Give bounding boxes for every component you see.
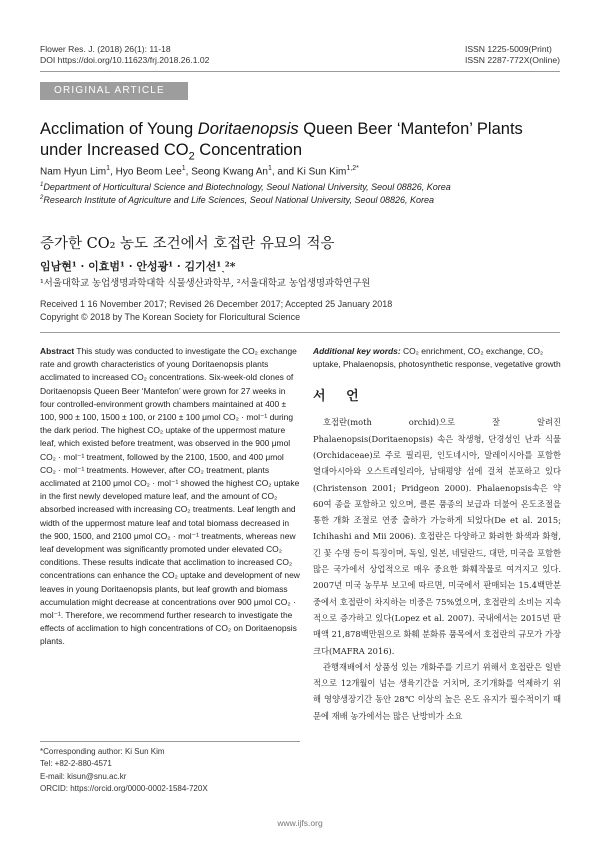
author-sup: 1 bbox=[106, 165, 111, 172]
article-history bbox=[40, 298, 392, 324]
affiliation-sup: 1 bbox=[40, 182, 44, 188]
affiliation-2 bbox=[40, 195, 434, 205]
keywords bbox=[313, 345, 561, 371]
journal-citation: Flower Res. J. (2018) 26(1): 11-18 bbox=[40, 44, 171, 54]
title-genus: Doritaenopsis bbox=[197, 120, 299, 138]
article-type-badge: ORIGINAL ARTICLE bbox=[40, 82, 188, 100]
journal-footer-url[interactable]: www.ijfs.org bbox=[277, 818, 323, 828]
affiliation-sup: 2 bbox=[40, 195, 44, 201]
keywords-text: CO₂ enrichment, CO₂ exchange, CO₂ uptake, Phalaenopsis, photosynthetic response, vegetative growth bbox=[313, 346, 561, 370]
title-subscript: 2 bbox=[188, 150, 195, 163]
affiliation-text: Department of Horticultural Science and Biotechnology, Seoul National University, Seoul 08826, Korea bbox=[43, 182, 451, 192]
introduction-heading: 서 언 bbox=[313, 389, 367, 405]
author-sup: 1 bbox=[181, 165, 186, 172]
orcid-link[interactable]: ORCID: https://orcid.org/0000-0002-1584-720X bbox=[40, 783, 208, 793]
received-dates: Received 1 16 November 2017; Revised 26 December 2017; Accepted 25 January 2018 bbox=[40, 299, 393, 309]
author: Nam Hyun Lim bbox=[40, 166, 107, 178]
keywords-label: Additional key words: bbox=[313, 346, 401, 356]
copyright: Copyright © 2018 by The Korean Society for Floricultural Science bbox=[40, 312, 301, 322]
abstract-text: This study was conducted to investigate the CO₂ exchange rate and growth characteristics of young Doritaenopsis plants acclimated to increased CO₂ concentrations. Six-week-old clones of Doritaenopsis Queen Beer ‘Mantefon’ were grown for 27 weeks in four controlled-environment growth chambers maintained at 400 ± 100, 900 ± 100, 1500 ± 100, or 2100 ± 100 μmol CO₂ · mol⁻¹ during the dark period. The highest CO₂ uptake of the uppermost mature leaf, which existed before treatment, was observed in the 900 μmol CO₂ · mol⁻¹ treatment, followed by the 2100, 1500, and 400 μmol CO₂ · mol⁻¹ treatments. However, after CO₂ treatment, plants acclimated at 2100 μmol CO₂ · mol⁻¹ showed the highest CO₂ uptake in the first newly developed mature leaf, and the amount of CO₂ absorbed increased with increasing CO₂ treatments. Leaf length and width of the uppermost mature leaf and total biomass decreased in the 900, 1500, and 2100 μmol CO₂ · mol⁻¹ treatments, whereas new leaf development was significantly promoted under elevated CO₂ conditions. These results indicate that acclimation to increased CO₂ concentrations can enhance the CO₂ uptake and development of new leaves in young Doritaenopsis plants, but leaf growth and biomass accumulation might decrease at concentrations over 900 μmol CO₂ · mol⁻¹. Therefore, we recommend further research to investigate the effects of acclimation to high concentrations of CO₂ on Doritaenopsis plants. bbox=[40, 346, 300, 647]
korean-affiliations: ¹서울대학교 농업생명과학대학 식물생산과학부, ²서울대학교 농업생명과학연구원 bbox=[40, 278, 371, 289]
intro-paragraph-2: 관행재배에서 상품성 있는 개화주를 기르기 위해서 호접란은 일반적으로 12개월이 넘는 생육기간을 거치며, 조기개화를 억제하기 위해 영양생장기간 동안 28℃ 이상의 높은 온도 유지가 필수적이기 때문에 재배 농가에서는 많은 난방비가 소요 bbox=[313, 661, 561, 721]
title-text-2: Queen Beer ‘Mantefon’ Plants under Increased CO bbox=[40, 120, 523, 159]
author: Hyo Beom Lee bbox=[115, 166, 182, 178]
affiliation-1 bbox=[40, 182, 451, 192]
intro-paragraph-1: 호접란(moth orchid)으로 잘 알려진 Phalaenopsis(Doritaenopsis) 속은 착생형, 단경성인 난과 식물(Orchidaceae)로 주로 필리핀, 인도네시아, 말레이시아를 포함한 열대아시아와 오스트레일리아, 남태평양 섬에 걸쳐 분포하고 있다(Christenson 2001; Pridgeon 2000). Phalaenopsis속은 약 60여 종을 포함하고 있으며, 클론 품종의 보급과 더불어 온도조절을 통한 개화 조절로 연중 출하가 가능하게 되었다(De et al. 2015; Ichihashi and Mii 2006). 호접란은 다양하고 화려한 화색과 화형, 긴 꽃 수명 등이 특징이며, 독일, 일본, 네덜란드, 대만, 미국을 포함한 많은 국가에서 상업적으로 매우 중요한 화훼작물로 여겨지고 있다. 2007년 미국 농무부 보고에 따르면, 미국에서 판매되는 15.4백만분 중에서 호접란이 차지하는 비중은 75%였으며, 호접란의 소비는 지속적으로 증가하고 있다(Lopez et al. 2007). 국내에서는 2015년 판매액 21,878백만원으로 화훼 분화류 품목에서 호접란의 규모가 가장 크다(MAFRA 2016). bbox=[313, 417, 561, 656]
article-title bbox=[40, 119, 565, 167]
issn-print: ISSN 1225-5009(Print) bbox=[464, 44, 552, 54]
author: Ki Sun Kim bbox=[296, 166, 347, 178]
correspondence-notes bbox=[40, 741, 300, 795]
section-rule bbox=[40, 332, 560, 333]
issn-block bbox=[465, 44, 560, 66]
author-list: Nam Hyun Lim$^1$, Hyo Beom Lee$^1$, Seong Kwang An$^1$, and Ki Sun Kim$^{1,2*}$ bbox=[40, 165, 359, 178]
corresponding-author: *Corresponding author: Ki Sun Kim bbox=[40, 747, 165, 756]
title-text-3: Concentration bbox=[194, 141, 303, 159]
affiliation-text: Research Institute of Agriculture and Life Sciences, Seoul National University, Seoul 08826, Korea bbox=[43, 195, 435, 205]
introduction-body bbox=[313, 414, 561, 724]
korean-title: 증가한 CO₂ 농도 조건에서 호접란 유묘의 적응 bbox=[40, 236, 335, 252]
issn-online: ISSN 2287-772X(Online) bbox=[464, 55, 560, 65]
author-sup: 1,2* bbox=[346, 165, 359, 172]
abstract bbox=[40, 345, 300, 649]
author-sup: 1 bbox=[267, 165, 272, 172]
doi-link[interactable]: DOI https://doi.org/10.11623/frj.2018.26.1.02 bbox=[40, 55, 210, 65]
phone: Tel: +82-2-880-4571 bbox=[40, 759, 112, 769]
abstract-label: Abstract bbox=[40, 346, 75, 356]
korean-authors: 임남현¹ · 이효범¹ · 안성광¹ · 김기선¹ˎ²* bbox=[40, 260, 236, 273]
email-link[interactable]: E-mail: kisun@snu.ac.kr bbox=[40, 771, 127, 781]
right-column bbox=[313, 345, 561, 724]
title-text-1: Acclimation of Young bbox=[40, 120, 198, 138]
author: Seong Kwang An bbox=[191, 166, 268, 178]
journal-header bbox=[40, 44, 209, 66]
header-rule bbox=[40, 71, 560, 72]
